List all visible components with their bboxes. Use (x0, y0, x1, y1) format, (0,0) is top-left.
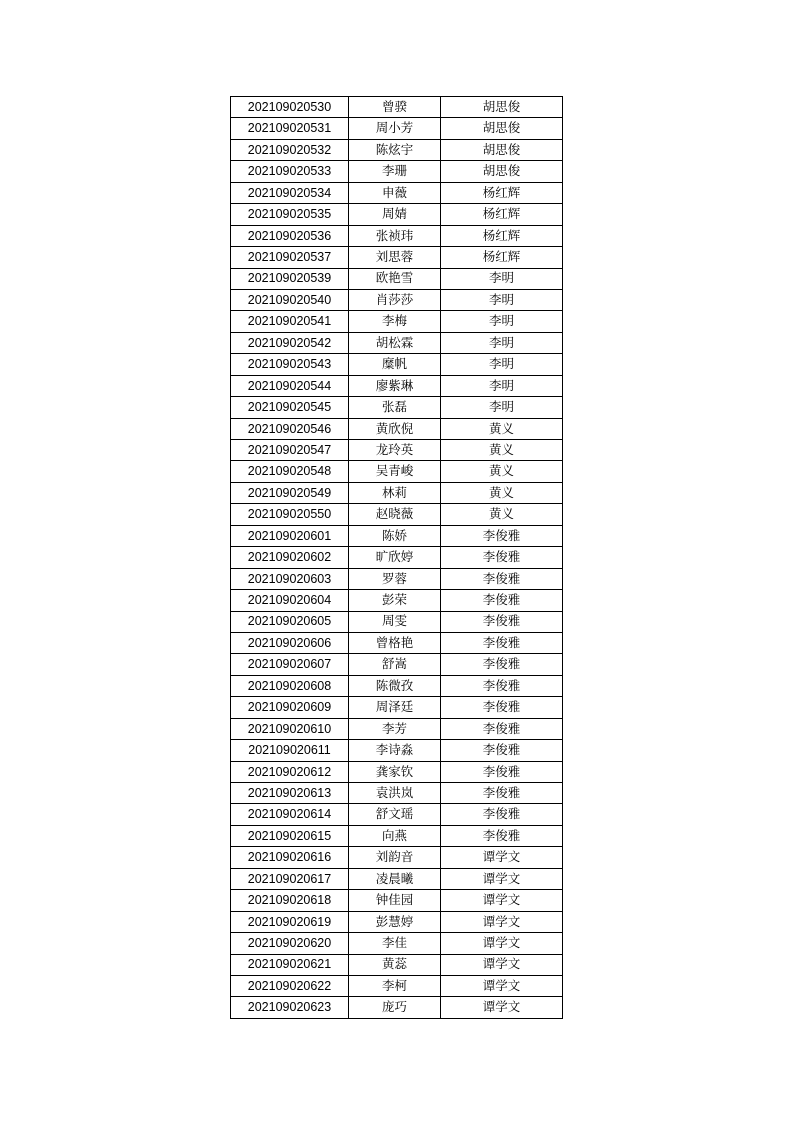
table-row (231, 975, 563, 996)
advisor-name-cell: 胡思俊 (441, 97, 563, 118)
advisor-name-cell: 李俊雅 (441, 804, 563, 825)
student-id-cell: 202109020550 (231, 504, 349, 525)
advisor-name-cell: 黄义 (441, 418, 563, 439)
advisor-name-cell: 杨红辉 (441, 225, 563, 246)
student-id-cell: 202109020606 (231, 632, 349, 653)
advisor-name-cell: 李俊雅 (441, 783, 563, 804)
student-name-cell: 赵晓薇 (349, 504, 441, 525)
student-id-cell: 202109020610 (231, 718, 349, 739)
table-row (231, 632, 563, 653)
advisor-name-cell: 李明 (441, 289, 563, 310)
student-id-cell: 202109020607 (231, 654, 349, 675)
table-row (231, 890, 563, 911)
student-id-cell: 202109020536 (231, 225, 349, 246)
student-name-cell: 张祯玮 (349, 225, 441, 246)
student-name-cell: 李佳 (349, 933, 441, 954)
student-id-cell: 202109020541 (231, 311, 349, 332)
student-name-cell: 周泽廷 (349, 697, 441, 718)
student-name-cell: 凌晨曦 (349, 868, 441, 889)
student-name-cell: 龙玲英 (349, 440, 441, 461)
table-row (231, 547, 563, 568)
table-row (231, 525, 563, 546)
student-id-cell: 202109020611 (231, 740, 349, 761)
student-name-cell: 龚家钦 (349, 761, 441, 782)
table-row (231, 268, 563, 289)
student-name-cell: 舒嵩 (349, 654, 441, 675)
table-row (231, 375, 563, 396)
student-id-cell: 202109020609 (231, 697, 349, 718)
advisor-name-cell: 谭学文 (441, 975, 563, 996)
student-name-cell: 曾骙 (349, 97, 441, 118)
table-row (231, 654, 563, 675)
advisor-name-cell: 谭学文 (441, 933, 563, 954)
table-row (231, 461, 563, 482)
student-name-cell: 李珊 (349, 161, 441, 182)
advisor-name-cell: 李俊雅 (441, 697, 563, 718)
student-name-cell: 庞巧 (349, 997, 441, 1018)
advisor-name-cell: 谭学文 (441, 868, 563, 889)
student-id-cell: 202109020605 (231, 611, 349, 632)
student-name-cell: 向燕 (349, 825, 441, 846)
table-row (231, 418, 563, 439)
advisor-name-cell: 杨红辉 (441, 247, 563, 268)
student-id-cell: 202109020542 (231, 332, 349, 353)
student-name-cell: 陈微孜 (349, 675, 441, 696)
student-id-cell: 202109020534 (231, 182, 349, 203)
student-id-cell: 202109020619 (231, 911, 349, 932)
student-name-cell: 彭荣 (349, 590, 441, 611)
advisor-name-cell: 李俊雅 (441, 590, 563, 611)
student-id-cell: 202109020601 (231, 525, 349, 546)
advisor-name-cell: 李明 (441, 354, 563, 375)
student-id-cell: 202109020549 (231, 482, 349, 503)
student-name-cell: 袁洪岚 (349, 783, 441, 804)
advisor-name-cell: 胡思俊 (441, 161, 563, 182)
student-id-cell: 202109020543 (231, 354, 349, 375)
table-row (231, 740, 563, 761)
student-name-cell: 周小芳 (349, 118, 441, 139)
advisor-name-cell: 杨红辉 (441, 182, 563, 203)
advisor-name-cell: 李俊雅 (441, 611, 563, 632)
advisor-name-cell: 李俊雅 (441, 761, 563, 782)
student-id-cell: 202109020621 (231, 954, 349, 975)
advisor-name-cell: 李俊雅 (441, 547, 563, 568)
advisor-name-cell: 李俊雅 (441, 568, 563, 589)
table-row (231, 354, 563, 375)
advisor-name-cell: 李明 (441, 375, 563, 396)
student-name-cell: 罗蓉 (349, 568, 441, 589)
advisor-name-cell: 李俊雅 (441, 825, 563, 846)
student-id-cell: 202109020620 (231, 933, 349, 954)
student-id-cell: 202109020539 (231, 268, 349, 289)
student-name-cell: 曾格艳 (349, 632, 441, 653)
table-row (231, 697, 563, 718)
student-name-cell: 李诗淼 (349, 740, 441, 761)
table-row (231, 933, 563, 954)
student-id-cell: 202109020623 (231, 997, 349, 1018)
student-name-cell: 彭慧婷 (349, 911, 441, 932)
table-row (231, 397, 563, 418)
table-row (231, 118, 563, 139)
advisor-name-cell: 胡思俊 (441, 139, 563, 160)
advisor-name-cell: 黄义 (441, 482, 563, 503)
table-row (231, 568, 563, 589)
student-id-cell: 202109020532 (231, 139, 349, 160)
advisor-name-cell: 李明 (441, 268, 563, 289)
table-row (231, 847, 563, 868)
student-id-cell: 202109020614 (231, 804, 349, 825)
table-row (231, 482, 563, 503)
student-id-cell: 202109020602 (231, 547, 349, 568)
student-name-cell: 刘思蓉 (349, 247, 441, 268)
table-row (231, 718, 563, 739)
student-id-cell: 202109020603 (231, 568, 349, 589)
student-advisor-table (230, 96, 563, 1019)
student-id-cell: 202109020531 (231, 118, 349, 139)
student-id-cell: 202109020622 (231, 975, 349, 996)
table-row (231, 225, 563, 246)
student-id-cell: 202109020537 (231, 247, 349, 268)
student-name-cell: 刘韵音 (349, 847, 441, 868)
student-name-cell: 陈娇 (349, 525, 441, 546)
table-row (231, 761, 563, 782)
student-name-cell: 张磊 (349, 397, 441, 418)
student-name-cell: 胡松霖 (349, 332, 441, 353)
student-name-cell: 黄蕊 (349, 954, 441, 975)
table-row (231, 954, 563, 975)
student-id-cell: 202109020545 (231, 397, 349, 418)
advisor-name-cell: 李明 (441, 397, 563, 418)
student-name-cell: 钟佳园 (349, 890, 441, 911)
table-row (231, 611, 563, 632)
advisor-name-cell: 李俊雅 (441, 632, 563, 653)
student-id-cell: 202109020616 (231, 847, 349, 868)
table-row (231, 97, 563, 118)
table-row (231, 804, 563, 825)
student-id-cell: 202109020608 (231, 675, 349, 696)
student-id-cell: 202109020617 (231, 868, 349, 889)
advisor-name-cell: 谭学文 (441, 911, 563, 932)
table-row (231, 139, 563, 160)
student-name-cell: 林莉 (349, 482, 441, 503)
student-name-cell: 舒文瑶 (349, 804, 441, 825)
advisor-name-cell: 李俊雅 (441, 740, 563, 761)
student-name-cell: 周雯 (349, 611, 441, 632)
advisor-name-cell: 杨红辉 (441, 204, 563, 225)
student-name-cell: 李柯 (349, 975, 441, 996)
table-row (231, 247, 563, 268)
table-row (231, 675, 563, 696)
advisor-name-cell: 李俊雅 (441, 718, 563, 739)
table-row (231, 204, 563, 225)
student-name-cell: 周婧 (349, 204, 441, 225)
student-id-cell: 202109020533 (231, 161, 349, 182)
student-name-cell: 黄欣倪 (349, 418, 441, 439)
advisor-name-cell: 黄义 (441, 440, 563, 461)
student-name-cell: 欧艳雪 (349, 268, 441, 289)
table-row (231, 911, 563, 932)
advisor-name-cell: 李俊雅 (441, 654, 563, 675)
advisor-name-cell: 李明 (441, 311, 563, 332)
student-id-cell: 202109020547 (231, 440, 349, 461)
student-id-cell: 202109020613 (231, 783, 349, 804)
table-row (231, 997, 563, 1018)
student-name-cell: 李芳 (349, 718, 441, 739)
student-id-cell: 202109020615 (231, 825, 349, 846)
table-row (231, 783, 563, 804)
student-id-cell: 202109020544 (231, 375, 349, 396)
student-name-cell: 肖莎莎 (349, 289, 441, 310)
student-id-cell: 202109020535 (231, 204, 349, 225)
advisor-name-cell: 李俊雅 (441, 525, 563, 546)
table-row (231, 311, 563, 332)
table-row (231, 504, 563, 525)
student-name-cell: 旷欣婷 (349, 547, 441, 568)
student-name-cell: 陈炫宇 (349, 139, 441, 160)
table-body (231, 97, 563, 1019)
student-id-cell: 202109020540 (231, 289, 349, 310)
table-row (231, 590, 563, 611)
table-row (231, 868, 563, 889)
advisor-name-cell: 李明 (441, 332, 563, 353)
student-name-cell: 申薇 (349, 182, 441, 203)
table-row (231, 440, 563, 461)
advisor-name-cell: 李俊雅 (441, 675, 563, 696)
advisor-name-cell: 黄义 (441, 504, 563, 525)
advisor-name-cell: 胡思俊 (441, 118, 563, 139)
student-name-cell: 廖紫琳 (349, 375, 441, 396)
student-name-cell: 吴青峻 (349, 461, 441, 482)
table-row (231, 332, 563, 353)
student-id-cell: 202109020604 (231, 590, 349, 611)
student-id-cell: 202109020546 (231, 418, 349, 439)
student-name-cell: 糜帆 (349, 354, 441, 375)
table-row (231, 161, 563, 182)
advisor-name-cell: 谭学文 (441, 847, 563, 868)
advisor-name-cell: 黄义 (441, 461, 563, 482)
table-row (231, 182, 563, 203)
student-name-cell: 李梅 (349, 311, 441, 332)
advisor-name-cell: 谭学文 (441, 997, 563, 1018)
advisor-name-cell: 谭学文 (441, 954, 563, 975)
table-row (231, 825, 563, 846)
student-id-cell: 202109020530 (231, 97, 349, 118)
table-row (231, 289, 563, 310)
advisor-name-cell: 谭学文 (441, 890, 563, 911)
student-id-cell: 202109020612 (231, 761, 349, 782)
student-id-cell: 202109020548 (231, 461, 349, 482)
student-id-cell: 202109020618 (231, 890, 349, 911)
